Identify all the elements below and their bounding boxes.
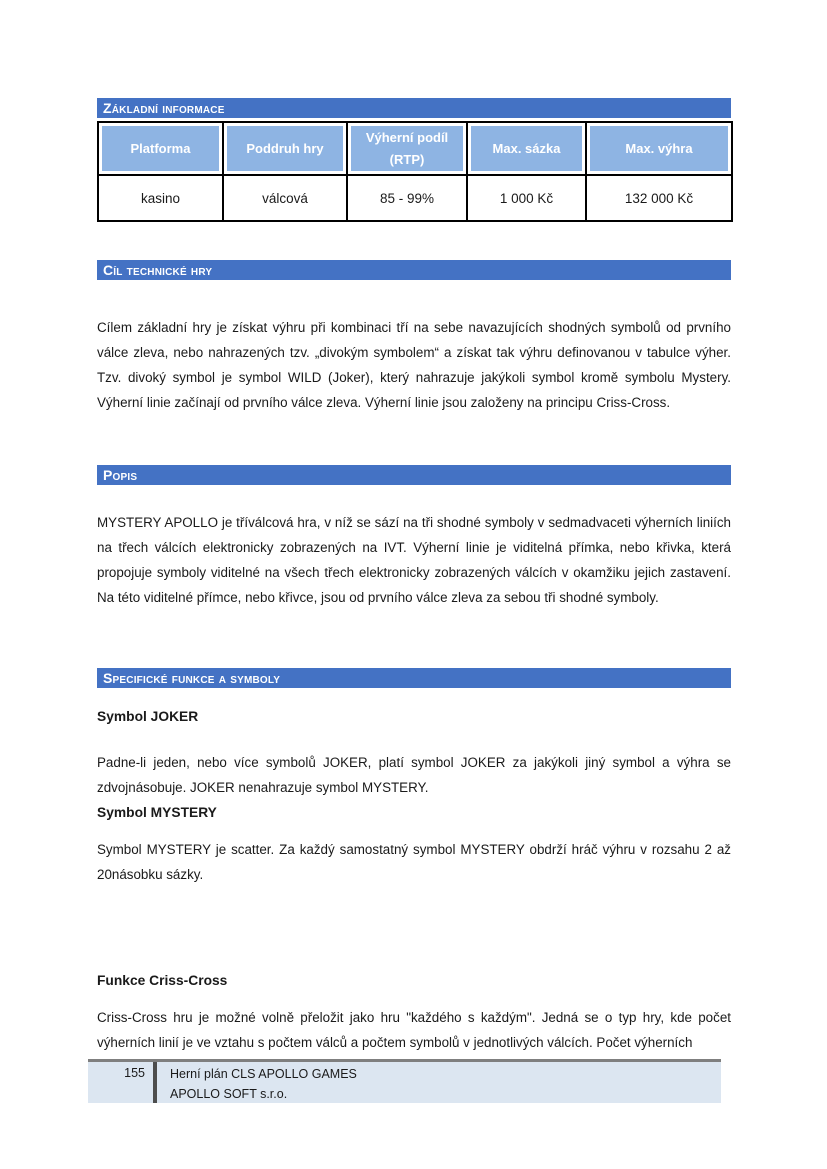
- table-header-row: [98, 122, 732, 175]
- joker-paragraph: Padne-li jeden, nebo více symbolů JOKER, platí symbol JOKER za jakýkoli jiný symbol a výhra se zdvojnásobuje. JOKER nenahrazuje symbol MYSTERY.: [97, 755, 731, 795]
- footer-company: APOLLO SOFT s.r.o.: [170, 1086, 288, 1101]
- mystery-paragraph: Symbol MYSTERY je scatter. Za každý samostatný symbol MYSTERY obdrží hráč výhru v rozsahu 2 až 20násobku sázky.: [97, 842, 731, 882]
- footer-text: [170, 1062, 357, 1103]
- table-cell-vyherni-podil: 85 - 99%: [347, 175, 467, 221]
- page-footer: [88, 1059, 721, 1103]
- table-header-platforma: Platforma: [102, 126, 219, 171]
- table-header-vyherni-podil: Výherní podíl (RTP): [351, 126, 463, 171]
- table-data-row: [98, 175, 732, 221]
- section-bar-specific-functions: Specifické funkce a symboly: [97, 668, 731, 688]
- goal-paragraph: Cílem základní hry je získat výhru při kombinaci tří na sebe navazujících shodných symbolů od prvního válce zleva, nebo nahrazených tzv. „divokým symbolem“ a získat tak výhru definovanou v tabulce výher. Tzv. divoký symbol je symbol WILD (Joker), který nahrazuje jakýkoli symbol kromě symbolu Mystery. Výherní linie začínají od prvního válce zleva. Výherní linie jsou založeny na principu Criss-Cross.: [97, 320, 731, 410]
- footer-doc-title: Herní plán CLS APOLLO GAMES: [170, 1067, 357, 1081]
- table-cell-poddruh-hry: válcová: [223, 175, 347, 221]
- section-bar-goal: Cíl technické hry: [97, 260, 731, 280]
- basic-info-table: [97, 121, 733, 222]
- subheading-funkce-criss-cross: Funkce Criss-Cross: [97, 973, 228, 988]
- subheading-symbol-mystery: Symbol MYSTERY: [97, 805, 217, 820]
- section-bar-description: Popis: [97, 465, 731, 485]
- table-cell-max-sazka: 1 000 Kč: [467, 175, 586, 221]
- page-number: 155: [124, 1066, 145, 1080]
- table-cell-platforma: kasino: [98, 175, 223, 221]
- crisscross-paragraph: Criss-Cross hru je možné volně přeložit jako hru "každého s každým". Jedná se o typ hry, kde počet výherních linií je ve vztahu s počtem válců a počtem symbolů v jednotlivých válcích. Počet výherních: [97, 1010, 731, 1050]
- table-header-poddruh-hry: Poddruh hry: [227, 126, 343, 171]
- footer-divider: [153, 1062, 157, 1103]
- section-bar-basic-info: Základní informace: [97, 98, 731, 118]
- table-cell-max-vyhra: 132 000 Kč: [586, 175, 732, 221]
- table-header-max-vyhra: Max. výhra: [590, 126, 728, 171]
- table-header-max-sazka: Max. sázka: [471, 126, 582, 171]
- subheading-symbol-joker: Symbol JOKER: [97, 709, 199, 724]
- description-paragraph: MYSTERY APOLLO je tříválcová hra, v níž se sází na tři shodné symboly v sedmadvaceti výherních liniích na třech válcích elektronicky zobrazených na IVT. Výherní linie je viditelná přímka, nebo křivka, která propojuje symboly viditelné na všech třech elektronicky zobrazených válcích v okamžiku jejich zastavení. Na této viditelné přímce, nebo křivce, jsou od prvního válce zleva za sebou tři shodné symboly.: [97, 515, 731, 605]
